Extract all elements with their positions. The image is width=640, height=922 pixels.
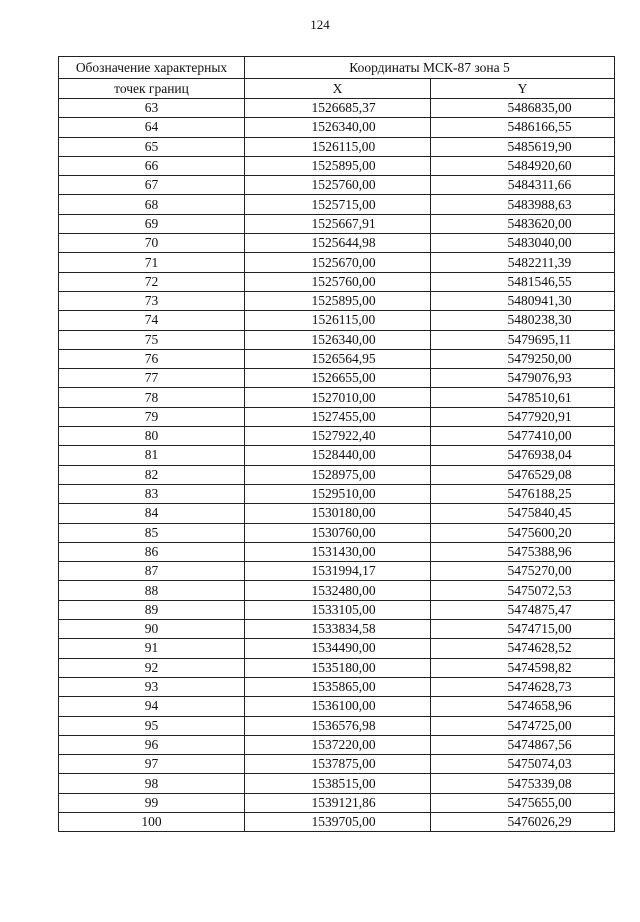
y-cell: 5480238,30 [431, 311, 615, 330]
point-cell: 72 [59, 272, 245, 291]
y-cell: 5474725,00 [431, 716, 615, 735]
table-row [59, 793, 615, 812]
y-cell: 5480941,30 [431, 291, 615, 310]
y-cell: 5475072,53 [431, 581, 615, 600]
table-row [59, 330, 615, 349]
y-cell: 5474875,47 [431, 600, 615, 619]
table-row [59, 214, 615, 233]
table-row [59, 542, 615, 561]
x-cell: 1525670,00 [245, 253, 431, 272]
point-cell: 78 [59, 388, 245, 407]
table-row [59, 755, 615, 774]
x-cell: 1529510,00 [245, 484, 431, 503]
point-cell: 82 [59, 465, 245, 484]
point-cell: 88 [59, 581, 245, 600]
point-cell: 86 [59, 542, 245, 561]
table-row [59, 716, 615, 735]
x-cell: 1537875,00 [245, 755, 431, 774]
page-number: 124 [310, 17, 330, 32]
x-cell: 1537220,00 [245, 735, 431, 754]
header-coordinates: Координаты МСК-87 зона 5 [245, 57, 615, 79]
table-row [59, 388, 615, 407]
x-cell: 1533834,58 [245, 620, 431, 639]
y-cell: 5476026,29 [431, 812, 615, 831]
x-cell: 1526685,37 [245, 99, 431, 118]
y-cell: 5485619,90 [431, 137, 615, 156]
x-cell: 1526340,00 [245, 118, 431, 137]
point-cell: 68 [59, 195, 245, 214]
x-cell: 1525667,91 [245, 214, 431, 233]
y-cell: 5475388,96 [431, 542, 615, 561]
y-cell: 5479695,11 [431, 330, 615, 349]
x-cell: 1526115,00 [245, 137, 431, 156]
x-cell: 1539121,86 [245, 793, 431, 812]
y-cell: 5479250,00 [431, 349, 615, 368]
y-cell: 5474658,96 [431, 697, 615, 716]
table-row [59, 349, 615, 368]
y-cell: 5475270,00 [431, 562, 615, 581]
x-cell: 1526655,00 [245, 369, 431, 388]
point-cell: 92 [59, 658, 245, 677]
point-cell: 95 [59, 716, 245, 735]
y-cell: 5476188,25 [431, 484, 615, 503]
point-cell: 91 [59, 639, 245, 658]
table-row [59, 176, 615, 195]
point-cell: 66 [59, 156, 245, 175]
x-cell: 1526340,00 [245, 330, 431, 349]
point-cell: 87 [59, 562, 245, 581]
table-row [59, 465, 615, 484]
table-row [59, 253, 615, 272]
y-cell: 5483620,00 [431, 214, 615, 233]
coordinates-table [58, 56, 615, 832]
x-cell: 1525895,00 [245, 291, 431, 310]
y-cell: 5479076,93 [431, 369, 615, 388]
point-cell: 99 [59, 793, 245, 812]
table-row [59, 735, 615, 754]
y-cell: 5486166,55 [431, 118, 615, 137]
table-row [59, 774, 615, 793]
point-cell: 89 [59, 600, 245, 619]
x-cell: 1531430,00 [245, 542, 431, 561]
point-cell: 94 [59, 697, 245, 716]
table-row [59, 99, 615, 118]
x-cell: 1530760,00 [245, 523, 431, 542]
point-cell: 98 [59, 774, 245, 793]
point-cell: 90 [59, 620, 245, 639]
x-cell: 1525644,98 [245, 234, 431, 253]
point-cell: 69 [59, 214, 245, 233]
point-cell: 80 [59, 427, 245, 446]
y-cell: 5475840,45 [431, 504, 615, 523]
y-cell: 5474867,56 [431, 735, 615, 754]
table-row [59, 311, 615, 330]
x-cell: 1527010,00 [245, 388, 431, 407]
y-cell: 5474628,73 [431, 677, 615, 696]
table-row [59, 677, 615, 696]
table-row [59, 407, 615, 426]
y-cell: 5477410,00 [431, 427, 615, 446]
table-row [59, 137, 615, 156]
table-row [59, 427, 615, 446]
point-cell: 65 [59, 137, 245, 156]
point-cell: 77 [59, 369, 245, 388]
point-cell: 75 [59, 330, 245, 349]
point-cell: 76 [59, 349, 245, 368]
x-cell: 1538515,00 [245, 774, 431, 793]
x-cell: 1534490,00 [245, 639, 431, 658]
point-cell: 71 [59, 253, 245, 272]
y-cell: 5474628,52 [431, 639, 615, 658]
y-cell: 5484920,60 [431, 156, 615, 175]
point-cell: 84 [59, 504, 245, 523]
y-cell: 5481546,55 [431, 272, 615, 291]
table-row [59, 658, 615, 677]
table-row [59, 523, 615, 542]
table-row [59, 195, 615, 214]
table-row [59, 234, 615, 253]
point-cell: 85 [59, 523, 245, 542]
header-point-designation-line1: Обозначение характерных [59, 57, 245, 79]
table-row [59, 272, 615, 291]
y-cell: 5475339,08 [431, 774, 615, 793]
point-cell: 74 [59, 311, 245, 330]
x-cell: 1532480,00 [245, 581, 431, 600]
y-cell: 5486835,00 [431, 99, 615, 118]
table-row [59, 291, 615, 310]
y-cell: 5483040,00 [431, 234, 615, 253]
x-cell: 1525760,00 [245, 272, 431, 291]
table-row [59, 812, 615, 831]
table-row [59, 639, 615, 658]
point-cell: 100 [59, 812, 245, 831]
point-cell: 97 [59, 755, 245, 774]
x-cell: 1539705,00 [245, 812, 431, 831]
y-cell: 5477920,91 [431, 407, 615, 426]
table-row [59, 446, 615, 465]
x-cell: 1530180,00 [245, 504, 431, 523]
point-cell: 81 [59, 446, 245, 465]
point-cell: 67 [59, 176, 245, 195]
y-cell: 5482211,39 [431, 253, 615, 272]
y-cell: 5474598,82 [431, 658, 615, 677]
table-row [59, 697, 615, 716]
point-cell: 70 [59, 234, 245, 253]
header-point-designation-line2: точек границ [59, 79, 245, 99]
x-cell: 1533105,00 [245, 600, 431, 619]
table-row [59, 600, 615, 619]
table-row [59, 504, 615, 523]
point-cell: 96 [59, 735, 245, 754]
x-cell: 1527922,40 [245, 427, 431, 446]
table-row [59, 484, 615, 503]
x-cell: 1525760,00 [245, 176, 431, 195]
point-cell: 73 [59, 291, 245, 310]
header-y: Y [431, 79, 615, 99]
point-cell: 64 [59, 118, 245, 137]
y-cell: 5476529,08 [431, 465, 615, 484]
y-cell: 5474715,00 [431, 620, 615, 639]
x-cell: 1536100,00 [245, 697, 431, 716]
table-row [59, 369, 615, 388]
table-row [59, 562, 615, 581]
table-body [59, 99, 615, 832]
header-x: X [245, 79, 431, 99]
y-cell: 5478510,61 [431, 388, 615, 407]
y-cell: 5475600,20 [431, 523, 615, 542]
y-cell: 5475074,03 [431, 755, 615, 774]
x-cell: 1536576,98 [245, 716, 431, 735]
x-cell: 1526115,00 [245, 311, 431, 330]
y-cell: 5476938,04 [431, 446, 615, 465]
x-cell: 1526564,95 [245, 349, 431, 368]
x-cell: 1535180,00 [245, 658, 431, 677]
x-cell: 1531994,17 [245, 562, 431, 581]
x-cell: 1528440,00 [245, 446, 431, 465]
x-cell: 1527455,00 [245, 407, 431, 426]
point-cell: 83 [59, 484, 245, 503]
table-row [59, 581, 615, 600]
y-cell: 5475655,00 [431, 793, 615, 812]
point-cell: 93 [59, 677, 245, 696]
table-row [59, 118, 615, 137]
y-cell: 5484311,66 [431, 176, 615, 195]
table-row [59, 156, 615, 175]
x-cell: 1535865,00 [245, 677, 431, 696]
y-cell: 5483988,63 [431, 195, 615, 214]
x-cell: 1528975,00 [245, 465, 431, 484]
point-cell: 79 [59, 407, 245, 426]
x-cell: 1525895,00 [245, 156, 431, 175]
x-cell: 1525715,00 [245, 195, 431, 214]
table-row [59, 620, 615, 639]
point-cell: 63 [59, 99, 245, 118]
